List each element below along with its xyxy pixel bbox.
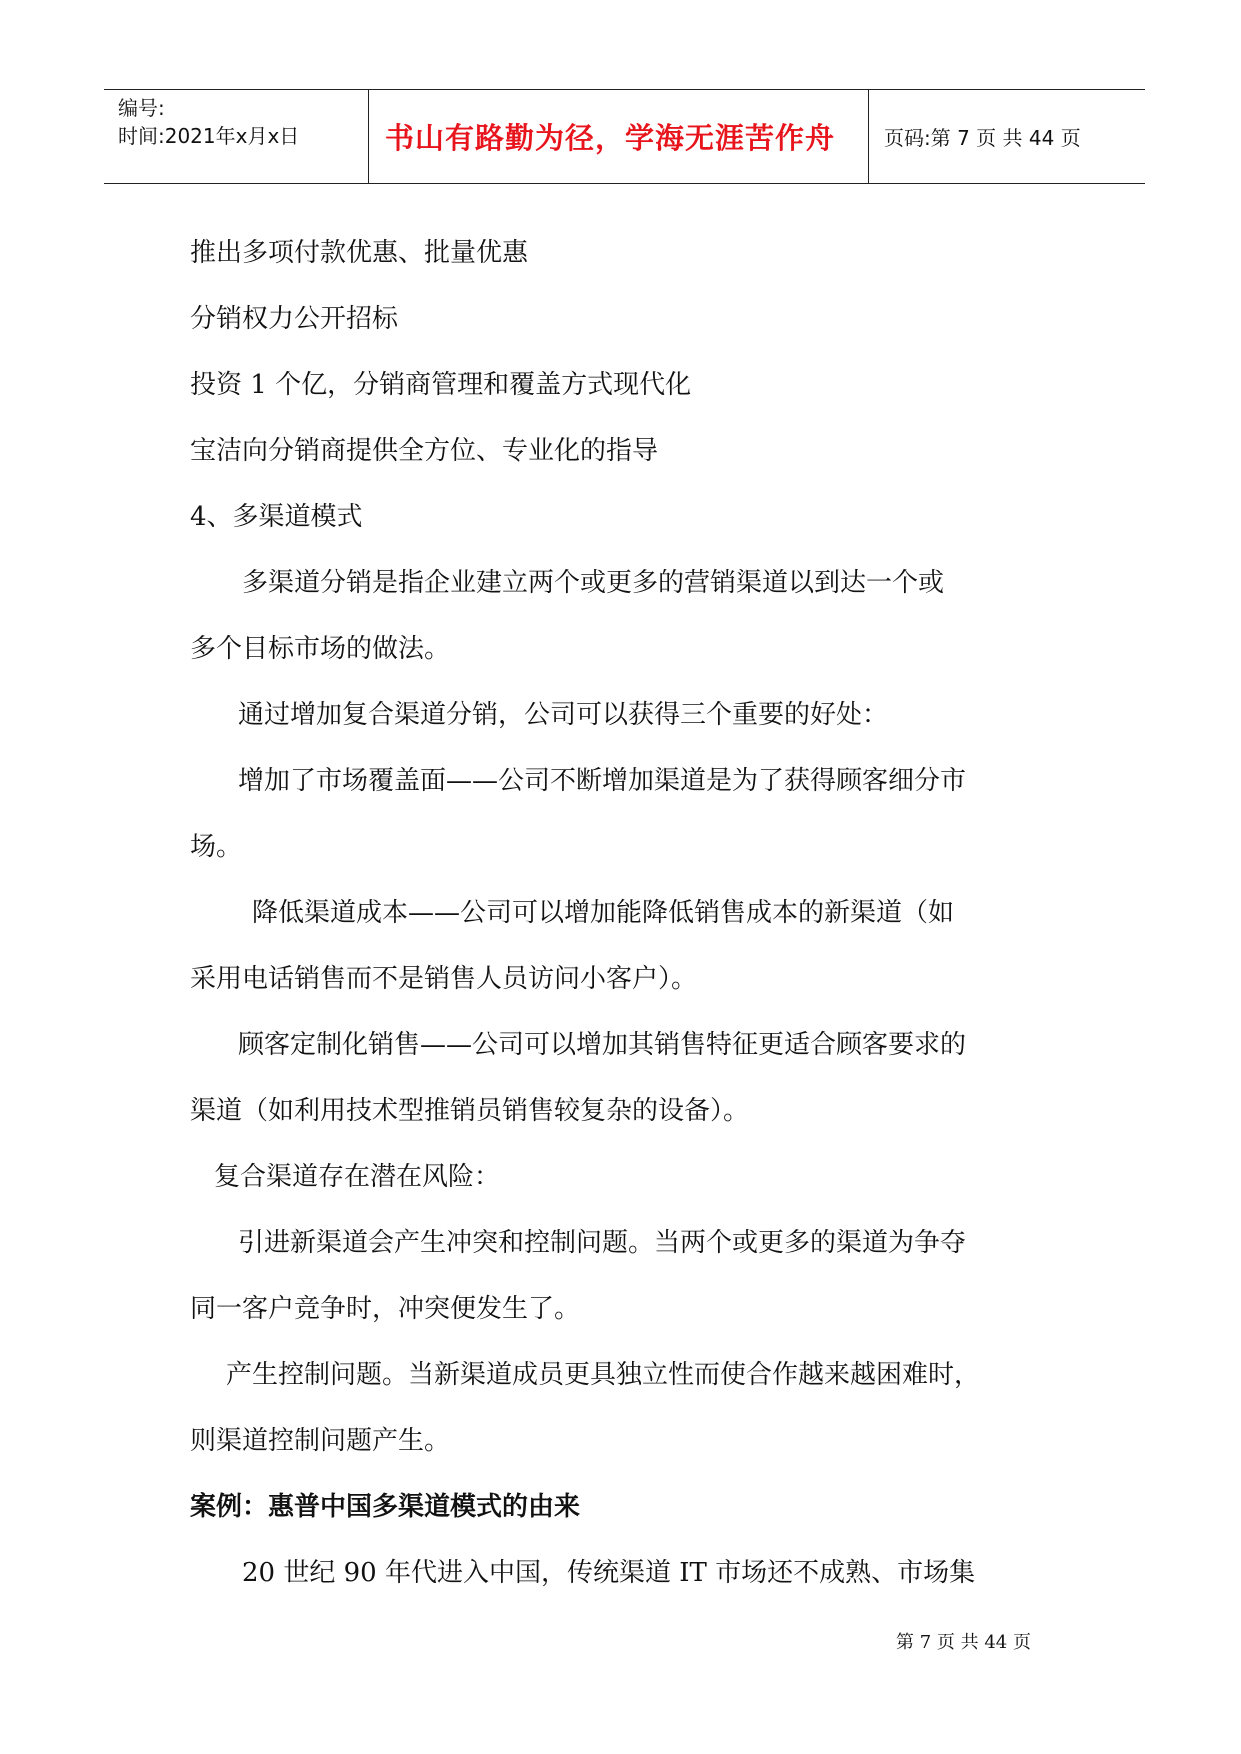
case-heading: 案例：惠普中国多渠道模式的由来 <box>190 1492 581 1522</box>
body-line: 投资 1 个亿，分销商管理和覆盖方式现代化 <box>190 370 692 400</box>
body-line: 多渠道分销是指企业建立两个或更多的营销渠道以到达一个或 <box>242 568 945 598</box>
body-line: 增加了市场覆盖面——公司不断增加渠道是为了获得顾客细分市 <box>238 766 967 796</box>
time-label: 时间:2021年x月x日 <box>118 124 300 148</box>
body-line: 渠道（如利用技术型推销员销售较复杂的设备）。 <box>190 1096 750 1126</box>
body-line: 通过增加复合渠道分销，公司可以获得三个重要的好处： <box>238 700 889 730</box>
body-line: 场。 <box>190 832 243 862</box>
header-motto: 书山有路勤为径，学海无涯苦作舟 <box>384 121 835 155</box>
body-line: 则渠道控制问题产生。 <box>190 1426 451 1456</box>
body-line: 采用电话销售而不是销售人员访问小客户）。 <box>190 964 698 994</box>
body-line: 引进新渠道会产生冲突和控制问题。当两个或更多的渠道为争夺 <box>238 1228 967 1258</box>
page-header <box>104 89 1145 184</box>
serial-number-label: 编号: <box>118 96 165 120</box>
body-line: 20 世纪 90 年代进入中国，传统渠道 IT 市场还不成熟、市场集 <box>242 1558 976 1588</box>
page-footer: 第 7 页 共 44 页 <box>896 1632 1031 1653</box>
body-line: 同一客户竞争时，冲突便发生了。 <box>190 1294 581 1324</box>
header-page-info: 页码:第 7 页 共 44 页 <box>884 126 1081 150</box>
body-line: 顾客定制化销售——公司可以增加其销售特征更适合顾客要求的 <box>238 1030 967 1060</box>
body-line: 多个目标市场的做法。 <box>190 634 451 664</box>
section-heading: 4、多渠道模式 <box>190 502 363 532</box>
body-line: 推出多项付款优惠、批量优惠 <box>190 238 529 268</box>
header-meta <box>118 94 299 150</box>
document-body <box>190 220 1060 1606</box>
body-line: 产生控制问题。当新渠道成员更具独立性而使合作越来越困难时， <box>226 1360 981 1390</box>
body-line: 降低渠道成本——公司可以增加能降低销售成本的新渠道（如 <box>252 898 955 928</box>
body-line: 宝洁向分销商提供全方位、专业化的指导 <box>190 436 659 466</box>
body-line: 分销权力公开招标 <box>190 304 399 334</box>
body-line: 复合渠道存在潜在风险： <box>214 1162 501 1192</box>
